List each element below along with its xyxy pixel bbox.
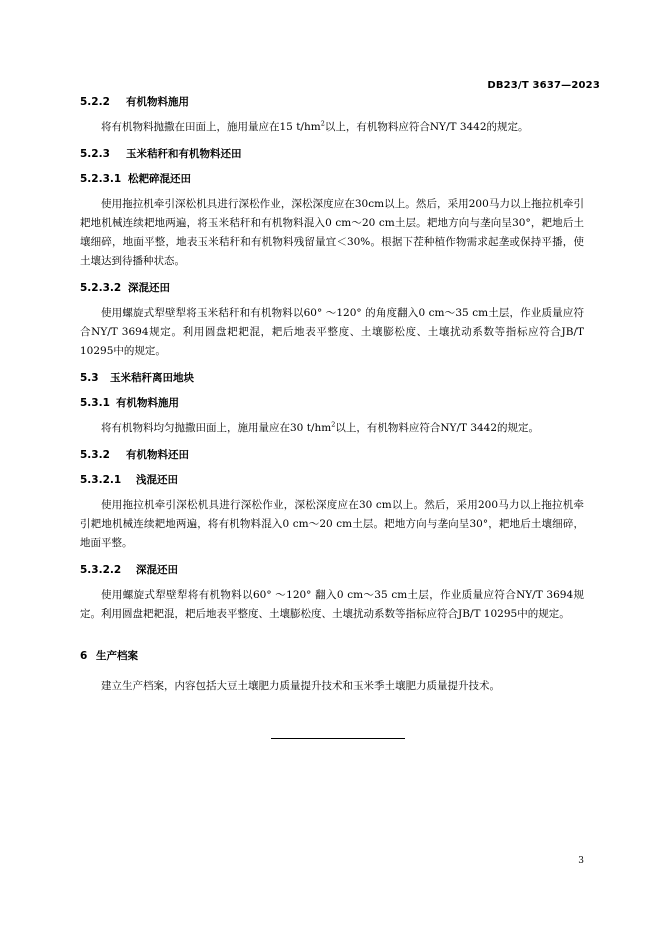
document-body <box>80 94 584 696</box>
paragraph: 使用螺旋式犁壁犁将有机物料以60° ～120° 翻入0 cm～35 cm土层，作业质量应符合NY/T 3694规定。利用圆盘耙耙混，耙后地表平整度、土壤膨松度、土壤扰动系数等指标应符合JB/T 10295中的规定。 <box>80 589 584 620</box>
page-number: 3 <box>578 856 584 866</box>
paragraph: 使用拖拉机牵引深松机具进行深松作业，深松深度应在30 cm以上。然后，采用200马力以上拖拉机牵引耙地机械连续耙地两遍，将有机物料混入0 cm～20 cm土层。耙地方向与垄向呈30°，耙地后土壤细碎，地面平整。 <box>80 499 584 549</box>
section-heading <box>80 395 584 411</box>
section-number: 5.2.3.2 <box>80 282 122 294</box>
section-heading <box>80 562 584 578</box>
end-of-document-line <box>271 738 405 739</box>
section-number: 5.3.1 <box>80 397 110 409</box>
section-heading <box>80 447 584 463</box>
section-number: 5.3.2 <box>80 449 110 461</box>
section-title: 松耙碎混还田 <box>128 173 191 185</box>
paragraph: 使用拖拉机牵引深松机具进行深松作业，深松深度应在30cm以上。然后，采用200马力以上拖拉机牵引耙地机械连续耙地两遍，将玉米秸秆和有机物料混入0 cm～20 cm土层。耙地方向与垄向呈30°，耙地后土壤细碎，地面平整，地表玉米秸秆和有机物料残留量宜＜30%。根据下茬种植作物需求起垄或保持平播，使土壤达到待播种状态。 <box>80 198 584 267</box>
section-number: 5.3 <box>80 372 99 384</box>
section-heading <box>80 370 584 386</box>
section-title: 浅混还田 <box>136 474 178 486</box>
section-heading <box>80 146 584 162</box>
section-title: 有机物料施用 <box>126 96 189 108</box>
section-number: 5.3.2.2 <box>80 564 122 576</box>
document-code: DB23/T 3637—2023 <box>487 80 600 91</box>
section-title: 有机物料施用 <box>116 397 179 409</box>
section-title: 深混还田 <box>128 282 170 294</box>
section-title: 生产档案 <box>96 650 138 662</box>
chapter-heading <box>80 648 584 664</box>
section-heading <box>80 171 584 187</box>
paragraph: 将有机物料抛撒在田面上，施用量应在15 $t/hm^2$以上，有机物料应符合NY/T 3442的规定。 <box>101 119 529 133</box>
paragraph: 使用螺旋式犁壁犁将玉米秸秆和有机物料以60° ～120° 的角度翻入0 cm～35 cm土层，作业质量应符合NY/T 3694规定。利用圆盘耙耙混，耙后地表平整度、土壤膨松度、土壤扰动系数等指标应符合JB/T 10295中的规定。 <box>80 307 584 357</box>
section-number: 6 <box>80 650 88 662</box>
section-title: 有机物料还田 <box>126 449 189 461</box>
section-heading <box>80 94 584 110</box>
paragraph: 建立生产档案，内容包括大豆土壤肥力质量提升技术和玉米季土壤肥力质量提升技术。 <box>101 680 500 692</box>
section-number: 5.2.2 <box>80 96 110 108</box>
paragraph: 将有机物料均匀抛撒田面上，施用量应在30 $t/hm^2$以上，有机物料应符合NY/T 3442的规定。 <box>101 420 540 434</box>
section-number: 5.3.2.1 <box>80 474 122 486</box>
section-heading <box>80 472 584 488</box>
section-title: 深混还田 <box>136 564 178 576</box>
section-title: 玉米秸秆和有机物料还田 <box>126 148 242 160</box>
section-number: 5.2.3 <box>80 148 110 160</box>
section-heading <box>80 280 584 296</box>
section-title: 玉米秸秆离田地块 <box>110 372 194 384</box>
section-number: 5.2.3.1 <box>80 173 122 185</box>
